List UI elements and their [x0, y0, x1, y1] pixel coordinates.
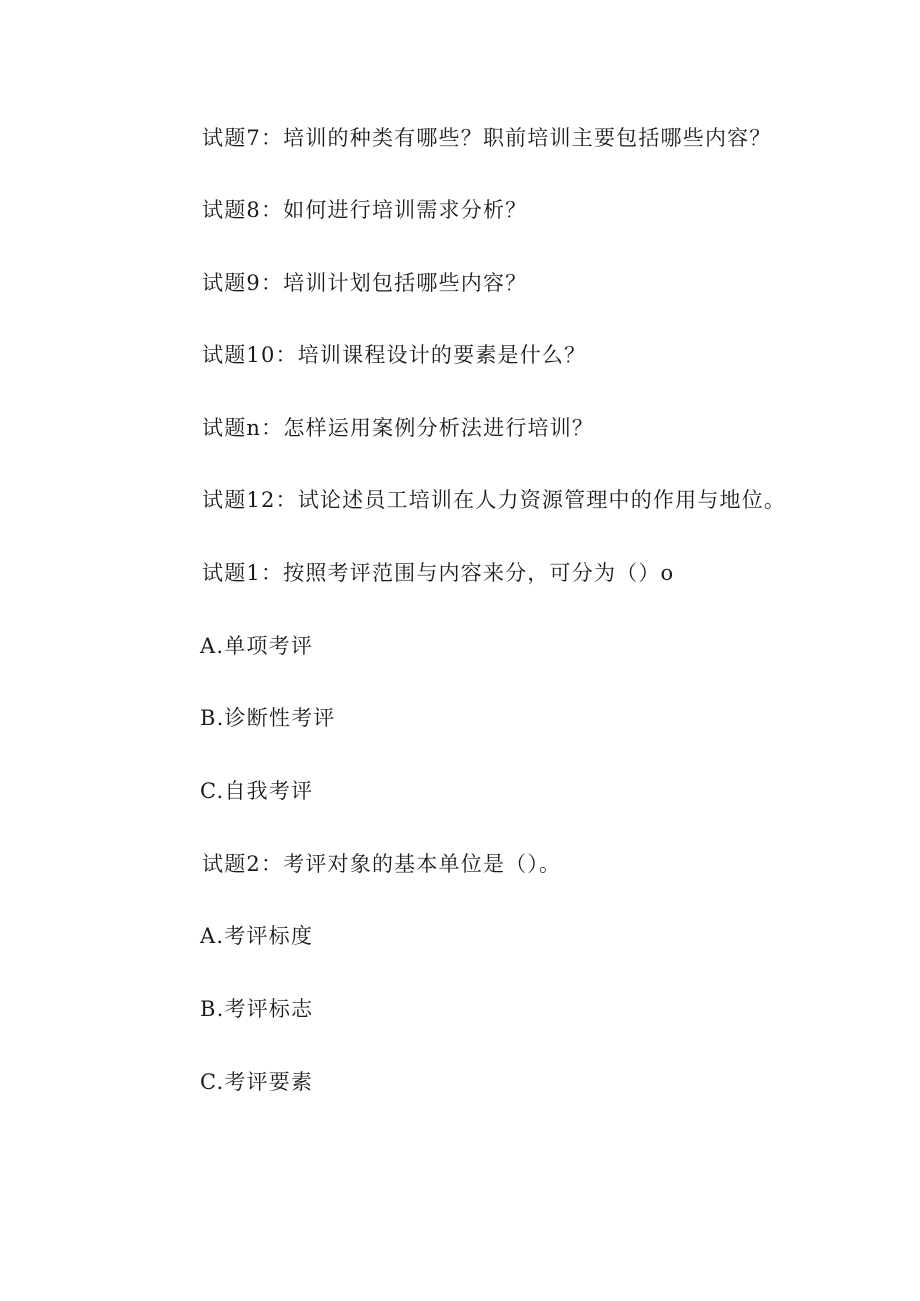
- mc-question-2-option-a: A.考评标度: [200, 924, 314, 948]
- question-10: 试题10：培训课程设计的要素是什么？: [202, 343, 587, 367]
- mc-question-2-option-b: B.考评标志: [200, 997, 314, 1021]
- mc-question-1-option-c: C.自我考评: [200, 779, 314, 803]
- question-11: 试题n：怎样运用案例分析法进行培训？: [202, 416, 595, 440]
- mc-question-2-option-c: C.考评要素: [200, 1070, 314, 1094]
- question-8: 试题8：如何进行培训需求分析？: [202, 198, 528, 222]
- question-12: 试题12：试论述员工培训在人力资源管理中的作用与地位。: [202, 488, 787, 512]
- mc-question-2: 试题2：考评对象的基本单位是（）。: [202, 852, 562, 876]
- mc-question-1-option-a: A.单项考评: [200, 634, 314, 658]
- mc-question-1: 试题1：按照考评范围与内容来分，可分为（）o: [202, 561, 675, 585]
- mc-question-1-option-b: B.诊断性考评: [200, 706, 336, 730]
- question-9: 试题9：培训计划包括哪些内容？: [202, 271, 528, 295]
- question-7: 试题7：培训的种类有哪些？职前培训主要包括哪些内容？: [202, 126, 772, 150]
